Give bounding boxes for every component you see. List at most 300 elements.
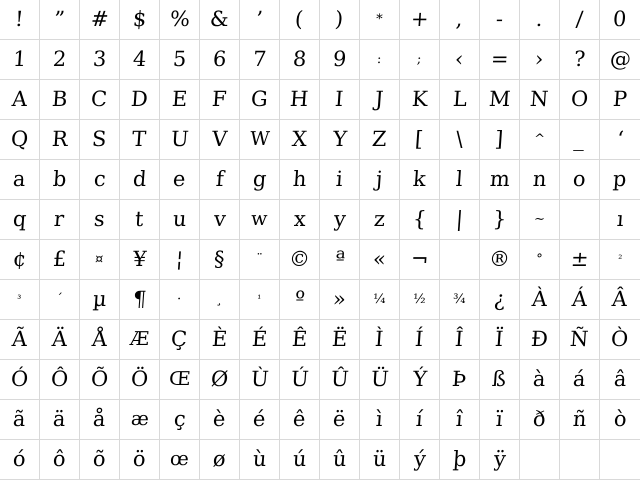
glyph-cell[interactable] <box>320 160 360 200</box>
glyph-character: ã <box>12 407 27 431</box>
glyph-character: [ <box>414 127 425 151</box>
glyph-cell[interactable] <box>160 240 200 280</box>
glyph-character: Ô <box>50 367 69 391</box>
glyph-cell[interactable] <box>200 120 240 160</box>
glyph-cell[interactable] <box>600 0 640 40</box>
glyph-character: ! <box>14 7 25 31</box>
glyph-cell[interactable] <box>480 360 520 400</box>
glyph-cell[interactable] <box>440 0 480 40</box>
glyph-character: 1 <box>12 47 28 71</box>
glyph-cell[interactable] <box>360 320 400 360</box>
glyph-cell[interactable] <box>400 80 440 120</box>
glyph-character: Î <box>454 327 465 351</box>
glyph-cell[interactable] <box>320 0 360 40</box>
glyph-cell[interactable] <box>280 440 320 480</box>
glyph-cell[interactable] <box>600 320 640 360</box>
glyph-cell[interactable] <box>160 200 200 240</box>
glyph-character: Ç <box>170 327 189 351</box>
glyph-cell[interactable] <box>160 120 200 160</box>
glyph-cell[interactable] <box>440 80 480 120</box>
glyph-cell[interactable] <box>600 240 640 280</box>
glyph-cell[interactable] <box>360 200 400 240</box>
glyph-cell[interactable] <box>560 0 600 40</box>
glyph-cell[interactable] <box>320 40 360 80</box>
glyph-cell[interactable] <box>80 120 120 160</box>
glyph-cell[interactable] <box>120 320 160 360</box>
glyph-cell[interactable] <box>360 400 400 440</box>
glyph-character: C <box>90 87 109 111</box>
glyph-cell[interactable] <box>520 360 560 400</box>
glyph-character: , <box>455 7 464 31</box>
glyph-cell[interactable] <box>80 40 120 80</box>
glyph-cell[interactable] <box>360 120 400 160</box>
glyph-cell[interactable] <box>600 120 640 160</box>
glyph-character: µ <box>91 287 108 311</box>
glyph-character: « <box>372 247 387 271</box>
glyph-cell[interactable] <box>200 280 240 320</box>
glyph-cell[interactable] <box>520 120 560 160</box>
glyph-character: ï <box>495 407 504 431</box>
glyph-cell[interactable] <box>520 160 560 200</box>
glyph-character: X <box>291 127 308 151</box>
glyph-cell[interactable] <box>40 280 80 320</box>
glyph-cell[interactable] <box>440 440 480 480</box>
glyph-character: Ò <box>610 327 630 351</box>
glyph-character: ø <box>212 447 227 471</box>
glyph-character: A <box>11 87 28 111</box>
glyph-cell[interactable] <box>80 80 120 120</box>
glyph-cell[interactable] <box>40 0 80 40</box>
glyph-character: ¬ <box>409 247 430 271</box>
glyph-cell[interactable] <box>600 80 640 120</box>
glyph-character: . <box>535 7 544 31</box>
glyph-character: J <box>374 87 385 111</box>
glyph-cell[interactable] <box>280 400 320 440</box>
glyph-cell[interactable] <box>400 280 440 320</box>
glyph-character: r <box>53 207 66 231</box>
glyph-character: 2 <box>52 47 68 71</box>
glyph-character: ¹ <box>257 293 262 305</box>
glyph-cell[interactable] <box>400 400 440 440</box>
glyph-cell[interactable] <box>120 120 160 160</box>
glyph-character: $ <box>132 7 148 31</box>
glyph-character: Q <box>10 127 29 151</box>
glyph-character: 0 <box>612 7 628 31</box>
glyph-character: l <box>455 167 464 191</box>
glyph-cell[interactable] <box>400 120 440 160</box>
glyph-cell[interactable] <box>600 280 640 320</box>
glyph-cell[interactable] <box>280 80 320 120</box>
glyph-character: p <box>612 167 628 191</box>
glyph-character: Ó <box>10 367 29 391</box>
glyph-character: õ <box>92 447 107 471</box>
glyph-cell[interactable] <box>80 440 120 480</box>
glyph-character: I <box>334 87 345 111</box>
glyph-cell[interactable] <box>80 280 120 320</box>
glyph-cell[interactable] <box>40 160 80 200</box>
glyph-cell[interactable] <box>520 320 560 360</box>
glyph-cell[interactable] <box>440 40 480 80</box>
glyph-cell[interactable] <box>0 240 40 280</box>
glyph-cell[interactable] <box>400 40 440 80</box>
glyph-cell[interactable] <box>560 120 600 160</box>
glyph-character: ç <box>172 407 187 431</box>
glyph-cell[interactable] <box>160 280 200 320</box>
glyph-cell[interactable] <box>560 440 600 480</box>
glyph-character: œ <box>169 448 190 470</box>
glyph-character: y <box>332 207 347 231</box>
glyph-cell[interactable] <box>0 280 40 320</box>
glyph-character: - <box>495 7 504 31</box>
glyph-cell[interactable] <box>40 400 80 440</box>
glyph-character: Å <box>91 327 108 351</box>
glyph-cell[interactable] <box>160 360 200 400</box>
glyph-character: B <box>50 87 69 111</box>
glyph-cell[interactable] <box>160 80 200 120</box>
glyph-character: b <box>51 167 68 191</box>
glyph-cell[interactable] <box>120 400 160 440</box>
glyph-cell[interactable] <box>280 240 320 280</box>
glyph-cell[interactable] <box>600 40 640 80</box>
glyph-cell[interactable] <box>40 200 80 240</box>
glyph-cell[interactable] <box>0 40 40 80</box>
glyph-character: L <box>451 87 468 111</box>
glyph-cell[interactable] <box>240 0 280 40</box>
glyph-character: ¢ <box>12 247 28 271</box>
glyph-cell[interactable] <box>520 440 560 480</box>
glyph-cell[interactable] <box>440 240 480 280</box>
glyph-cell[interactable] <box>0 360 40 400</box>
glyph-character: ? <box>573 47 586 71</box>
glyph-cell[interactable] <box>600 160 640 200</box>
glyph-cell[interactable] <box>320 200 360 240</box>
glyph-cell[interactable] <box>360 440 400 480</box>
glyph-cell[interactable] <box>200 440 240 480</box>
glyph-character: º <box>293 287 306 311</box>
glyph-character: 3 <box>92 47 108 71</box>
glyph-cell[interactable] <box>400 160 440 200</box>
glyph-cell[interactable] <box>40 80 80 120</box>
glyph-cell[interactable] <box>160 320 200 360</box>
glyph-character: ± <box>569 247 590 271</box>
glyph-cell[interactable] <box>200 400 240 440</box>
glyph-cell[interactable] <box>280 200 320 240</box>
glyph-cell[interactable] <box>0 0 40 40</box>
glyph-character: # <box>89 7 110 31</box>
glyph-cell[interactable] <box>600 360 640 400</box>
glyph-character: M <box>487 87 512 111</box>
glyph-cell[interactable] <box>480 280 520 320</box>
glyph-cell[interactable] <box>80 320 120 360</box>
glyph-cell[interactable] <box>480 440 520 480</box>
glyph-cell[interactable] <box>360 280 400 320</box>
glyph-cell[interactable] <box>80 400 120 440</box>
glyph-cell[interactable] <box>520 240 560 280</box>
glyph-cell[interactable] <box>200 80 240 120</box>
glyph-cell[interactable] <box>320 360 360 400</box>
glyph-cell[interactable] <box>400 440 440 480</box>
glyph-character: ä <box>52 407 67 431</box>
glyph-cell[interactable] <box>560 160 600 200</box>
glyph-character: t <box>134 207 145 231</box>
glyph-cell[interactable] <box>160 400 200 440</box>
glyph-cell[interactable] <box>120 240 160 280</box>
glyph-character: á <box>572 367 587 391</box>
glyph-cell[interactable] <box>200 160 240 200</box>
glyph-character: ¥ <box>132 247 148 271</box>
glyph-cell[interactable] <box>280 120 320 160</box>
glyph-cell[interactable] <box>480 80 520 120</box>
glyph-cell[interactable] <box>240 280 280 320</box>
glyph-cell[interactable] <box>440 120 480 160</box>
glyph-character: % <box>168 7 191 31</box>
glyph-character: Õ <box>90 367 109 391</box>
glyph-cell[interactable] <box>360 240 400 280</box>
glyph-cell[interactable] <box>0 200 40 240</box>
glyph-cell[interactable] <box>160 0 200 40</box>
glyph-character: * <box>375 12 384 27</box>
glyph-cell[interactable] <box>480 200 520 240</box>
glyph-character: Ý <box>411 367 428 391</box>
glyph-cell[interactable] <box>280 40 320 80</box>
glyph-character: ß <box>491 367 508 391</box>
glyph-cell[interactable] <box>200 0 240 40</box>
glyph-cell[interactable] <box>160 40 200 80</box>
glyph-cell[interactable] <box>120 360 160 400</box>
glyph-cell[interactable] <box>0 80 40 120</box>
glyph-cell[interactable] <box>40 120 80 160</box>
glyph-cell[interactable] <box>480 320 520 360</box>
glyph-cell[interactable] <box>520 40 560 80</box>
glyph-character: ñ <box>571 407 588 431</box>
glyph-cell[interactable] <box>320 80 360 120</box>
glyph-character: â <box>612 367 628 391</box>
glyph-character: N <box>529 87 550 111</box>
glyph-cell[interactable] <box>520 280 560 320</box>
glyph-character: É <box>251 327 269 351</box>
glyph-cell[interactable] <box>200 40 240 80</box>
glyph-cell[interactable] <box>200 360 240 400</box>
glyph-character: È <box>211 327 229 351</box>
glyph-character: ´ <box>55 292 64 307</box>
glyph-cell[interactable] <box>600 400 640 440</box>
glyph-cell[interactable] <box>200 200 240 240</box>
glyph-cell[interactable] <box>40 40 80 80</box>
glyph-character: ë <box>332 407 347 431</box>
glyph-cell[interactable] <box>240 120 280 160</box>
glyph-cell[interactable] <box>400 200 440 240</box>
glyph-character: P <box>612 87 628 111</box>
glyph-character: ù <box>251 447 268 471</box>
glyph-cell[interactable] <box>440 280 480 320</box>
glyph-cell[interactable] <box>560 400 600 440</box>
glyph-cell[interactable] <box>320 320 360 360</box>
glyph-cell[interactable] <box>240 160 280 200</box>
glyph-cell[interactable] <box>400 320 440 360</box>
glyph-character: ) <box>334 7 345 31</box>
glyph-character: g <box>251 167 268 191</box>
glyph-cell[interactable] <box>160 440 200 480</box>
glyph-cell[interactable] <box>120 200 160 240</box>
glyph-cell[interactable] <box>240 440 280 480</box>
glyph-character: À <box>531 287 548 311</box>
glyph-cell[interactable] <box>80 360 120 400</box>
glyph-character: Ö <box>130 367 149 391</box>
glyph-cell[interactable] <box>40 440 80 480</box>
glyph-cell[interactable] <box>240 200 280 240</box>
glyph-character: · <box>176 292 183 307</box>
glyph-cell[interactable] <box>520 400 560 440</box>
glyph-character: § <box>213 247 226 271</box>
glyph-cell[interactable] <box>280 160 320 200</box>
glyph-character: ı <box>615 207 625 231</box>
glyph-cell[interactable] <box>80 0 120 40</box>
glyph-character: / <box>575 7 584 31</box>
glyph-cell[interactable] <box>560 40 600 80</box>
glyph-character: Ê <box>291 327 309 351</box>
glyph-character: › <box>534 47 545 71</box>
glyph-cell[interactable] <box>440 400 480 440</box>
glyph-cell[interactable] <box>440 360 480 400</box>
glyph-cell[interactable] <box>320 280 360 320</box>
glyph-character: ö <box>132 447 147 471</box>
glyph-cell[interactable] <box>40 360 80 400</box>
glyph-cell[interactable] <box>520 200 560 240</box>
glyph-character: Â <box>611 287 629 311</box>
glyph-character: ¤ <box>94 252 105 267</box>
glyph-character: ³ <box>17 293 22 305</box>
glyph-character: ý <box>412 447 427 471</box>
glyph-character: | <box>455 207 464 231</box>
glyph-cell[interactable] <box>240 360 280 400</box>
glyph-character: 5 <box>172 47 188 71</box>
glyph-cell[interactable] <box>240 320 280 360</box>
glyph-character: c <box>92 167 107 191</box>
glyph-character: 7 <box>252 47 268 71</box>
glyph-cell[interactable] <box>480 0 520 40</box>
glyph-cell[interactable] <box>560 200 600 240</box>
glyph-cell[interactable] <box>360 80 400 120</box>
glyph-character: o <box>572 167 587 191</box>
glyph-character: ¶ <box>132 287 148 311</box>
glyph-cell[interactable] <box>280 280 320 320</box>
glyph-cell[interactable] <box>320 400 360 440</box>
glyph-character: ¿ <box>493 287 506 311</box>
glyph-cell[interactable] <box>320 240 360 280</box>
glyph-character: f <box>214 167 225 191</box>
glyph-cell[interactable] <box>240 400 280 440</box>
glyph-cell[interactable] <box>0 440 40 480</box>
glyph-cell[interactable] <box>280 360 320 400</box>
glyph-cell[interactable] <box>320 120 360 160</box>
glyph-character: ô <box>52 447 67 471</box>
glyph-cell[interactable] <box>360 160 400 200</box>
glyph-cell[interactable] <box>80 160 120 200</box>
glyph-character: Y <box>331 127 348 151</box>
glyph-cell[interactable] <box>200 240 240 280</box>
glyph-cell[interactable] <box>480 240 520 280</box>
glyph-cell[interactable] <box>360 40 400 80</box>
glyph-character: v <box>212 207 227 231</box>
glyph-character: ¸ <box>215 292 224 307</box>
glyph-cell[interactable] <box>240 40 280 80</box>
glyph-character: ê <box>292 407 307 431</box>
glyph-cell[interactable] <box>400 240 440 280</box>
glyph-cell[interactable] <box>600 200 640 240</box>
glyph-cell[interactable] <box>400 0 440 40</box>
glyph-cell[interactable] <box>480 120 520 160</box>
glyph-character: ò <box>612 407 628 431</box>
glyph-cell[interactable] <box>120 440 160 480</box>
glyph-cell[interactable] <box>560 320 600 360</box>
glyph-cell[interactable] <box>480 40 520 80</box>
glyph-cell[interactable] <box>160 160 200 200</box>
glyph-cell[interactable] <box>120 160 160 200</box>
glyph-character: î <box>455 407 464 431</box>
glyph-cell[interactable] <box>360 0 400 40</box>
glyph-cell[interactable] <box>0 400 40 440</box>
glyph-cell[interactable] <box>560 80 600 120</box>
glyph-cell[interactable] <box>0 120 40 160</box>
glyph-cell[interactable] <box>360 360 400 400</box>
glyph-cell[interactable] <box>320 440 360 480</box>
glyph-cell[interactable] <box>120 0 160 40</box>
glyph-cell[interactable] <box>520 80 560 120</box>
glyph-character: à <box>532 367 547 391</box>
glyph-character: Þ <box>451 367 468 391</box>
glyph-character: : <box>376 52 383 67</box>
glyph-cell[interactable] <box>560 360 600 400</box>
glyph-character: s <box>93 207 106 231</box>
glyph-character: Ì <box>374 327 385 351</box>
glyph-character: z <box>373 207 386 231</box>
glyph-cell[interactable] <box>80 200 120 240</box>
glyph-character: Ù <box>249 367 270 391</box>
glyph-cell[interactable] <box>120 280 160 320</box>
glyph-cell[interactable] <box>0 320 40 360</box>
glyph-cell[interactable] <box>80 240 120 280</box>
glyph-character: V <box>211 127 228 151</box>
glyph-cell[interactable] <box>0 160 40 200</box>
glyph-cell[interactable] <box>240 80 280 120</box>
glyph-cell[interactable] <box>560 240 600 280</box>
glyph-cell[interactable] <box>480 160 520 200</box>
glyph-cell[interactable] <box>40 320 80 360</box>
glyph-cell[interactable] <box>440 320 480 360</box>
glyph-cell[interactable] <box>600 440 640 480</box>
glyph-cell[interactable] <box>280 0 320 40</box>
glyph-cell[interactable] <box>200 320 240 360</box>
glyph-cell[interactable] <box>480 400 520 440</box>
glyph-character: ‘ <box>615 127 625 151</box>
glyph-character: ° <box>535 252 544 267</box>
glyph-character: { <box>412 207 428 231</box>
glyph-cell[interactable] <box>40 240 80 280</box>
glyph-character: ® <box>488 247 511 271</box>
glyph-cell[interactable] <box>400 360 440 400</box>
glyph-cell[interactable] <box>560 280 600 320</box>
glyph-cell[interactable] <box>520 0 560 40</box>
glyph-character: R <box>50 127 69 151</box>
glyph-character: x <box>292 207 307 231</box>
glyph-cell[interactable] <box>440 160 480 200</box>
glyph-cell[interactable] <box>280 320 320 360</box>
glyph-cell[interactable] <box>120 40 160 80</box>
glyph-cell[interactable] <box>440 200 480 240</box>
glyph-cell[interactable] <box>240 240 280 280</box>
glyph-character: Œ <box>167 368 192 390</box>
glyph-cell[interactable] <box>120 80 160 120</box>
